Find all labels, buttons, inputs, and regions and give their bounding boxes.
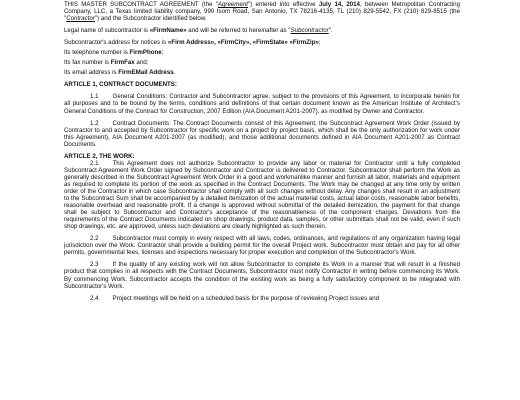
- section-2-3: [64, 261, 460, 289]
- fax-end: and;: [134, 59, 149, 67]
- section-2-1-text: This Agreement does not authorize Subcontractor to provide any labor or material for Contractor until a fully completed Subcontract Agreement Work Order signed by Subcontractor and Contractor is delivered to Contractor. Subcontractor shall perform the Work as generally described in the Subcontract Agreement Work Order in a good and workmanlike manner and furnish all labor, materials and equipment as required to complete its portion of the work as specified in the Contract Documents. The Work may be changed at any time only by written order of the Contractor in which case Subcontractor shall comply with all such changes without delay. Any changes shall result in an adjustment to the Subcontract Sum shall be accompanied by a detailed itemization of the actual material costs, actual labor costs, reasonable labor benefits, reasonable overhead and reasonable profit. If a change is approved without submittal of the detailed itemization, the payment for that change shall be subject to Subcontractor and Contractor's acceptance of the reasonableness of the component charges. Deviations from the requirements of the Contract Documents indicated on shop drawings, product data, samples, or other submittals shall not be valid, even if such shop drawings, etc. are approved, unless such deviations are clearly highlighted as such therein.: [64, 159, 460, 231]
- firm-phone-field: FirmPhone: [129, 49, 162, 57]
- email-end: .: [173, 69, 176, 77]
- telephone-line: [64, 49, 460, 56]
- intro-text-d: ") and the Subcontractor identified below.: [94, 15, 207, 23]
- email-label: Its email address is: [64, 69, 119, 77]
- section-2-2-text: Subcontractor must comply in every respect with all laws, codes, ordinances, and regulations of any organization having legal jurisdiction over the Work. Contractor shall provide a building permit for the overall Project work. Subcontractor must obtain and pay for all other permits, governmental fees, licenses and inspections necessary for proper execution and completion of the Subcontractor's Work.: [64, 235, 460, 257]
- article-2-heading: ARTICLE 2, THE WORK:: [64, 152, 135, 160]
- section-2-1-number: 2.1: [90, 159, 99, 167]
- section-2-2: [64, 235, 460, 256]
- intro-contractor-term: Contractor: [66, 15, 95, 23]
- address-label: Subcontractor's address for notices is: [64, 39, 168, 47]
- section-2-2-number: 2.2: [90, 235, 99, 243]
- section-2-4: [64, 295, 460, 302]
- intro-agreement-term: Agreement: [217, 1, 248, 8]
- section-2-3-number: 2.3: [90, 261, 99, 269]
- article-1-heading: ARTICLE 1, CONTRACT DOCUMENTS:: [64, 81, 177, 89]
- firm-name-field: «FirmName»: [149, 27, 187, 35]
- fax-label: Its fax number is: [64, 59, 111, 67]
- section-2-1: [64, 160, 460, 230]
- subcontractor-term: Subcontractor: [290, 27, 329, 35]
- telephone-label: Its telephone number is: [64, 49, 130, 57]
- section-1-1-number: 1.1: [90, 93, 99, 101]
- address-line: [64, 39, 460, 46]
- telephone-end: ;: [161, 49, 164, 57]
- address-end: ;: [318, 39, 321, 47]
- intro-text-b: ") entered into effective: [247, 1, 319, 8]
- firm-address-field: «Firm Address», «FirmCity», «FirmState» «FirmZip»: [167, 39, 319, 47]
- section-1-1: [64, 93, 460, 114]
- firm-fax-field: FirmFax: [110, 59, 135, 67]
- section-2-4-number: 2.4: [90, 294, 99, 302]
- section-1-1-text: General Conditions: Contractor and Subcontractor agree, subject to the provisions of this Agreement, to incorporate herein for all purposes and to be bound by the terms, conditions and definitions of that certain document known as the American Institute of Architect's General Conditions of the Contract for Construction, 2007 Edition (AIA Document A201-2007), as modified by Owner and Contractor.: [64, 93, 460, 115]
- legal-name-label: Legal name of subcontractor is: [64, 27, 150, 35]
- section-1-2-number: 1.2: [90, 119, 99, 127]
- section-1-2: [64, 120, 460, 148]
- document-body: [64, 0, 460, 302]
- intro-paragraph: [64, 1, 460, 22]
- fax-line: [64, 59, 460, 66]
- legal-name-end: ".: [328, 27, 333, 35]
- section-2-3-text: If the quality of any existing work will not allow Subcontractor to complete its Work in a manner that will result in a finished product that complies in all respects with the Contract Documents, Subcontractor must notify Contractor in writing before commencing its Work. By commencing Work, Subcontractor accepts the condition of the existing work as being a fully satisfactory component to be integrated with Subcontractor's Work.: [64, 261, 460, 290]
- intro-text-a: THIS MASTER SUBCONTRACT AGREEMENT (the ": [64, 1, 218, 8]
- effective-date: July 14, 2014: [318, 1, 360, 8]
- email-line: [64, 69, 460, 76]
- firm-email-field: FirmEMail Address: [118, 69, 174, 77]
- section-2-4-text: Project meetings will be held on a scheduled basis for the purpose of reviewing Project issues and: [112, 294, 380, 302]
- intro-text-c: , between Metropolitan Contracting Company, LLC, a Texas limited liability company, 990 Isom Road, San Antonio, TX 78216-4135, TL (210) 829-5542, FX (210) 829-8515 (the ": [64, 1, 460, 23]
- legal-name-line: [64, 27, 460, 34]
- section-1-2-text: Contract Documents: The Contract Documents consist of this Agreement, the Subcontract Agreement Work Order (issued by Contractor to and accepted by Subcontractor for specific work on a project by project basis, which shall be the only authorization for work under this Agreement), AIA Document A201-2007 (as modified), and those additional documents defined in AIA Document A201-2007 as Contract Documents.: [64, 119, 460, 148]
- legal-name-text: and will be referred to hereinafter as ": [186, 27, 291, 35]
